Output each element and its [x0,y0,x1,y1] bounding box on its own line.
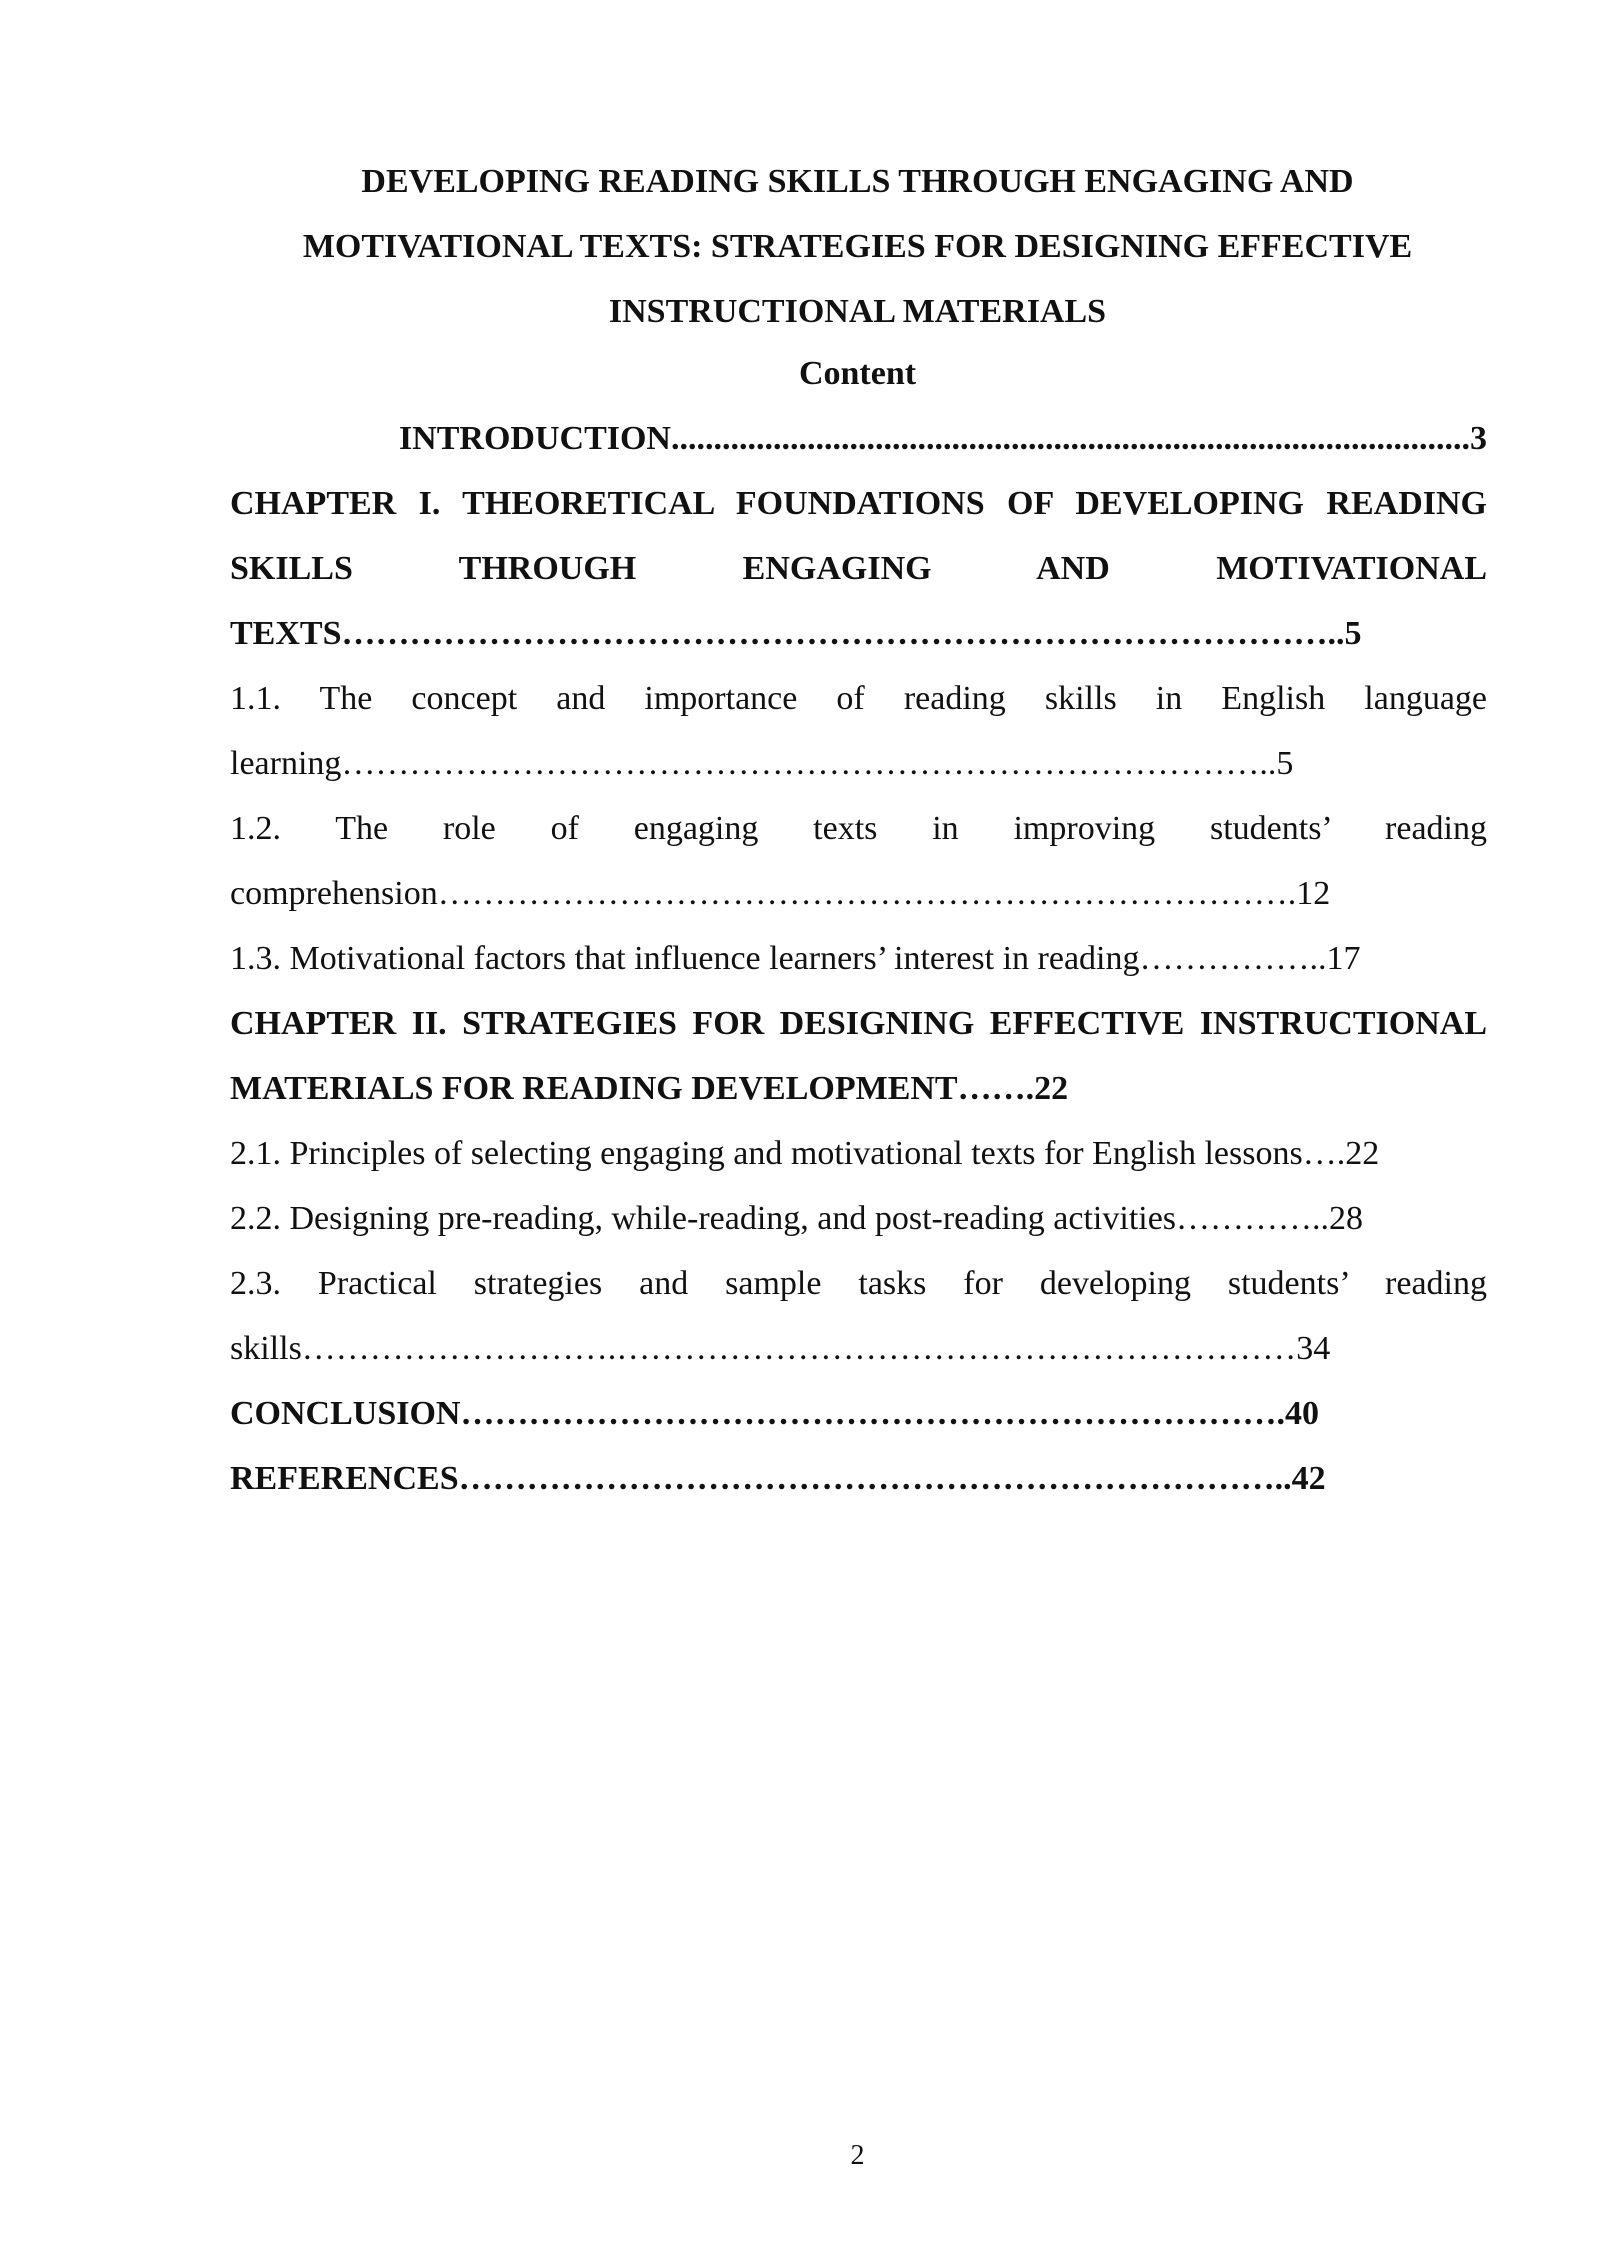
toc-entry-1-1: 1.1. The concept and importance of reading skills in English language learning………………………………………………………………………..5 [230,680,1487,782]
toc-entry-introduction: INTRODUCTION..............................................................................................3 [398,420,1487,457]
table-of-contents [230,406,1487,1511]
document-title [200,149,1515,344]
toc-entry-1-2: 1.2. The role of engaging texts in improving students’ reading comprehension………………………………………………………………….12 [230,810,1487,912]
toc-entry-2-3: 2.3. Practical strategies and sample tasks for developing students’ reading skills……………………….……………………………………………………34 [230,1265,1487,1367]
toc-entry-conclusion: CONCLUSION……………………………………………………………….40 [230,1395,1319,1432]
page-number: 2 [850,2140,865,2171]
title-line-3: INSTRUCTIONAL MATERIALS [608,293,1107,330]
toc-entry-2-1: 2.1. Principles of selecting engaging and motivational texts for English lessons….22 [230,1135,1380,1172]
title-line-1: DEVELOPING READING SKILLS THROUGH ENGAGING AND [361,163,1354,200]
title-line-2: MOTIVATIONAL TEXTS: STRATEGIES FOR DESIGNING EFFECTIVE [302,228,1413,265]
toc-entry-references: REFERENCES………………………………………………………………..42 [230,1460,1326,1497]
toc-entry-chapter-2: CHAPTER II. STRATEGIES FOR DESIGNING EFFECTIVE INSTRUCTIONAL MATERIALS FOR READING DEVELOPMENT…….22 [230,1005,1487,1107]
toc-entry-chapter-1: CHAPTER I. THEORETICAL FOUNDATIONS OF DEVELOPING READING SKILLS THROUGH ENGAGING AND MOTIVATIONAL TEXTS……………………………………………………………………………..5 [230,485,1487,652]
content-heading: Content [798,355,917,392]
toc-entry-1-3: 1.3. Motivational factors that influence learners’ interest in reading……………..17 [230,940,1361,977]
toc-entry-2-2: 2.2. Designing pre-reading, while-reading, and post-reading activities…………..28 [230,1200,1364,1237]
